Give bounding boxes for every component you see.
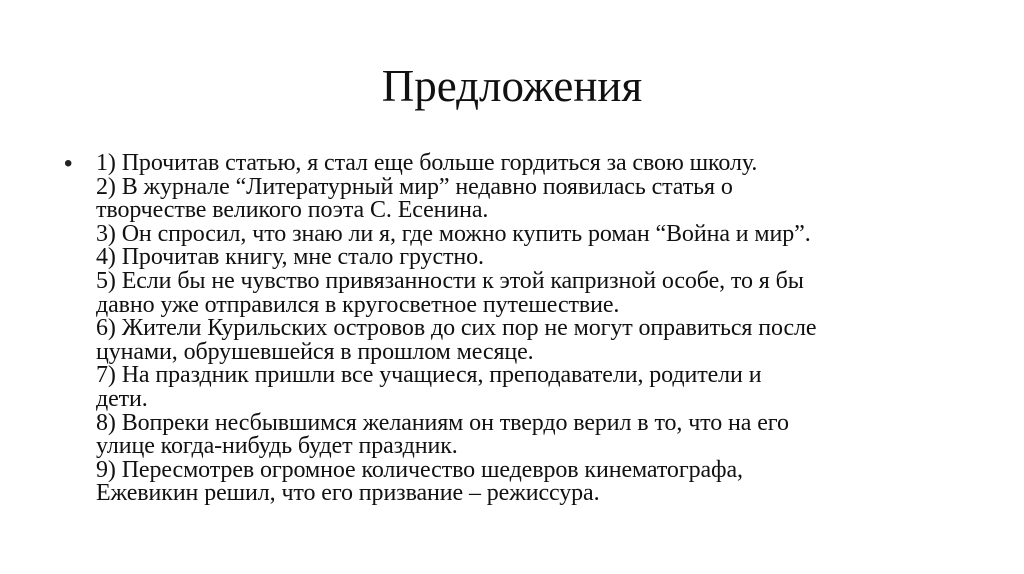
sentence-line: 9) Пересмотрев огромное количество шедевров кинематографа, — [96, 456, 743, 483]
sentence-line: 8) Вопреки несбывшимся желаниям он твердо верил в то, что на его — [96, 409, 789, 436]
sentence-list — [96, 152, 956, 506]
sentence-line: 2) В журнале “Литературный мир” недавно появилась статья о — [96, 173, 733, 200]
sentence-line: цунами, обрушевшейся в прошлом месяце. — [96, 338, 534, 365]
sentence-line: 3) Он спросил, что знаю ли я, где можно купить роман “Война и мир”. — [96, 220, 811, 247]
sentence-line: творчестве великого поэта С. Есенина. — [96, 197, 489, 224]
bullet-icon: • — [64, 150, 73, 177]
sentence-line: 6) Жители Курильских островов до сих пор не могут оправиться после — [96, 315, 817, 342]
slide-title: Предложения — [381, 61, 643, 111]
sentence-line: 7) На праздник пришли все учащиеся, преподаватели, родители и — [96, 362, 762, 389]
sentence-line: давно уже отправился в кругосветное путешествие. — [96, 291, 620, 318]
sentence-line: 1) Прочитав статью, я стал еще больше гордиться за свою школу. — [96, 150, 758, 176]
sentence-line: 4) Прочитав книгу, мне стало грустно. — [96, 244, 484, 271]
sentence-line: 5) Если бы не чувство привязанности к этой капризной особе, то я бы — [96, 267, 804, 294]
sentence-line: дети. — [96, 385, 148, 412]
sentence-line: Ежевикин решил, что его призвание – режиссура. — [96, 480, 600, 507]
sentence-line: улице когда-нибудь будет праздник. — [96, 433, 458, 460]
